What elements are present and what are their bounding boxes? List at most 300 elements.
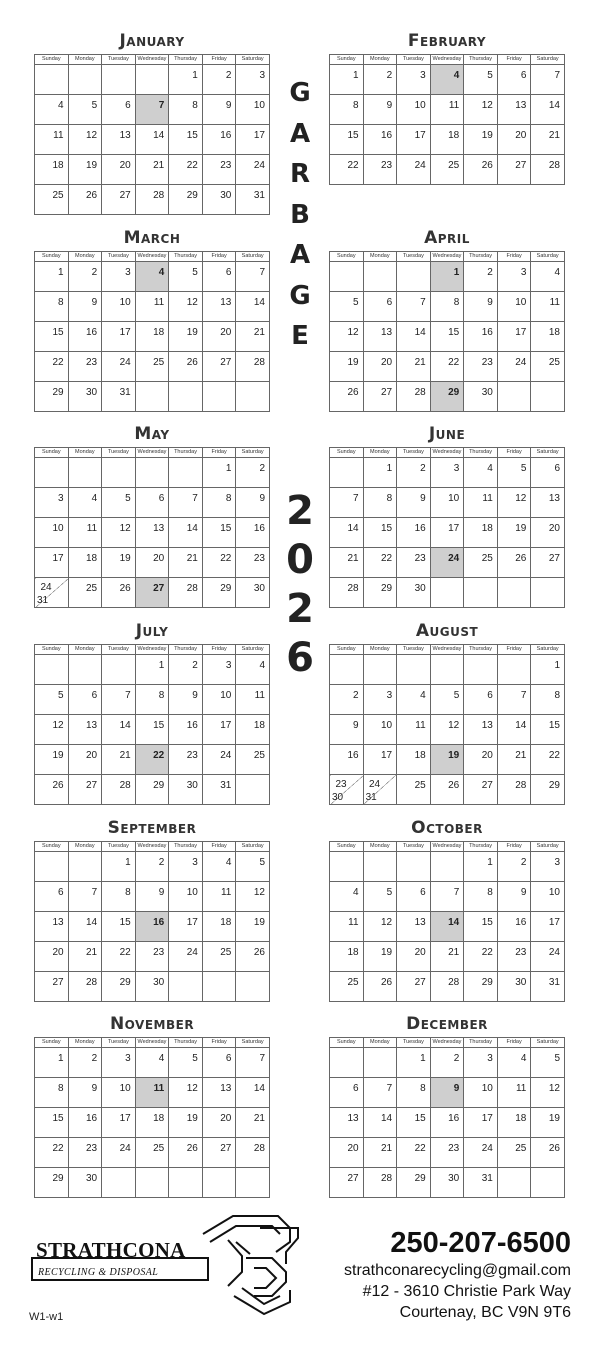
day-number: 10 (253, 100, 265, 111)
day-number: 25 (153, 1143, 165, 1154)
day-number: 24 (186, 947, 198, 958)
day-cell (464, 518, 498, 548)
day-cell (169, 125, 203, 155)
weekday-header: Saturday (531, 842, 565, 852)
day-cell (531, 352, 565, 382)
day-cell (68, 775, 102, 805)
day-cell (102, 292, 136, 322)
weekday-header: Thursday (169, 645, 203, 655)
day-cell-split (35, 578, 69, 608)
day-cell (102, 1048, 136, 1078)
day-number: 28 (347, 583, 359, 594)
day-cell (202, 125, 236, 155)
day-cell (397, 912, 431, 942)
day-cell (397, 1048, 431, 1078)
day-cell (363, 488, 397, 518)
day-cell (236, 262, 270, 292)
day-number: 12 (119, 523, 131, 534)
day-cell (68, 155, 102, 185)
day-number: 14 (515, 720, 527, 731)
day-cell (169, 655, 203, 685)
day-cell (430, 125, 464, 155)
day-cell (397, 1138, 431, 1168)
day-cell (464, 322, 498, 352)
day-number: 5 (453, 690, 460, 701)
day-number: 1 (386, 463, 393, 474)
day-cell (330, 685, 364, 715)
day-cell (68, 1048, 102, 1078)
day-number: 5 (487, 70, 493, 81)
day-cell (464, 942, 498, 972)
empty-cell (236, 775, 270, 805)
month-table (34, 54, 270, 215)
empty-cell (236, 382, 270, 412)
day-number: 13 (52, 917, 64, 928)
day-cell (169, 322, 203, 352)
day-cell (497, 882, 531, 912)
day-cell (35, 1078, 69, 1108)
month-title: December (406, 1014, 488, 1034)
day-cell (135, 185, 169, 215)
day-number: 17 (381, 750, 393, 761)
day-cell (397, 458, 431, 488)
day-number: 14 (253, 297, 265, 308)
day-number: 27 (381, 387, 393, 398)
day-number: 4 (453, 70, 460, 81)
weekday-header: Sunday (330, 645, 364, 655)
day-cell (202, 548, 236, 578)
day-cell (330, 382, 364, 412)
day-cell (236, 352, 270, 382)
day-number: 21 (347, 553, 359, 564)
weekday-header: Tuesday (397, 55, 431, 65)
day-number: 27 (548, 553, 560, 564)
day-number: 11 (53, 130, 64, 141)
day-cell (236, 155, 270, 185)
day-cell (397, 65, 431, 95)
day-number: 3 (420, 70, 426, 81)
day-cell (202, 262, 236, 292)
day-cell (363, 882, 397, 912)
day-cell (531, 852, 565, 882)
month-november (34, 1011, 270, 1198)
day-number: 28 (515, 780, 527, 791)
empty-cell (497, 578, 531, 608)
day-number: 4 (259, 660, 265, 671)
day-number: 23 (335, 779, 347, 790)
day-cell (330, 518, 364, 548)
day-number: 29 (119, 977, 131, 988)
day-number: 5 (58, 690, 64, 701)
day-cell (169, 775, 203, 805)
day-cell (68, 262, 102, 292)
day-cell (497, 262, 531, 292)
day-cell (202, 352, 236, 382)
weekday-header: Tuesday (397, 645, 431, 655)
day-number: 9 (91, 1083, 98, 1094)
day-number: 21 (153, 160, 165, 171)
day-number: 20 (119, 160, 131, 171)
day-number: 17 (548, 917, 560, 928)
weekday-header: Monday (68, 448, 102, 458)
day-number: 24 (369, 779, 381, 790)
empty-cell (330, 655, 364, 685)
day-cell (68, 942, 102, 972)
day-cell (35, 775, 69, 805)
day-cell (202, 882, 236, 912)
day-cell (35, 685, 69, 715)
day-number: 9 (487, 297, 493, 308)
day-cell (169, 578, 203, 608)
weekday-header: Sunday (35, 645, 69, 655)
month-title: May (134, 424, 170, 444)
email-address[interactable]: strathconarecycling@gmail.com (344, 1262, 571, 1279)
year-vertical-title (270, 487, 330, 683)
day-number: 14 (153, 130, 165, 141)
day-number: 11 (549, 297, 560, 308)
empty-cell (68, 852, 102, 882)
day-cell (202, 775, 236, 805)
day-cell (135, 685, 169, 715)
weekday-header: Wednesday (430, 252, 464, 262)
day-number: 18 (347, 947, 359, 958)
day-cell (363, 578, 397, 608)
month-july (34, 618, 270, 805)
day-number: 24 (448, 553, 460, 564)
day-cell (363, 1078, 397, 1108)
day-cell (363, 1138, 397, 1168)
day-cell (363, 972, 397, 1002)
day-number: 11 (515, 1083, 527, 1094)
day-number: 26 (448, 780, 460, 791)
contact-block (344, 1226, 571, 1323)
day-cell (135, 775, 169, 805)
day-cell (363, 352, 397, 382)
day-number: 9 (158, 887, 165, 898)
month-table (329, 841, 565, 1002)
day-number: 6 (520, 70, 527, 81)
day-number: 7 (386, 1083, 393, 1094)
day-number: 11 (153, 297, 165, 308)
day-cell (464, 775, 498, 805)
day-number: 10 (52, 523, 64, 534)
day-number: 30 (86, 387, 98, 398)
day-cell (102, 745, 136, 775)
day-number: 25 (481, 553, 493, 564)
vertical-letter: 2 (286, 586, 314, 632)
day-cell (397, 518, 431, 548)
day-number: 25 (515, 1143, 527, 1154)
day-number: 20 (515, 130, 527, 141)
day-cell (202, 65, 236, 95)
day-number: 1 (58, 1053, 64, 1064)
day-number: 26 (253, 947, 265, 958)
day-number: 27 (347, 1173, 359, 1184)
day-cell (363, 548, 397, 578)
day-number: 29 (186, 190, 198, 201)
day-cell (236, 1048, 270, 1078)
day-cell (531, 65, 565, 95)
day-cell (35, 1108, 69, 1138)
day-number: 1 (353, 70, 359, 81)
day-number: 10 (186, 887, 198, 898)
day-cell (169, 1078, 203, 1108)
day-cell (236, 458, 270, 488)
day-cell (68, 912, 102, 942)
day-cell (135, 715, 169, 745)
day-cell (102, 262, 136, 292)
day-cell (236, 578, 270, 608)
day-number: 4 (353, 887, 359, 898)
weekday-header: Sunday (330, 55, 364, 65)
day-number: 4 (58, 100, 64, 111)
day-cell (202, 1078, 236, 1108)
day-cell (202, 685, 236, 715)
day-number: 14 (86, 917, 98, 928)
day-number: 2 (386, 70, 393, 81)
day-cell (202, 1108, 236, 1138)
day-number: 5 (125, 493, 131, 504)
day-cell (430, 775, 464, 805)
day-cell (202, 942, 236, 972)
day-number: 16 (86, 327, 98, 338)
day-number: 15 (153, 720, 165, 731)
day-cell (531, 912, 565, 942)
day-cell (430, 1168, 464, 1198)
day-number: 1 (125, 857, 131, 868)
day-cell (397, 1168, 431, 1198)
day-number: 21 (414, 357, 426, 368)
day-number: 12 (515, 493, 527, 504)
day-number: 18 (481, 523, 493, 534)
day-cell (397, 488, 431, 518)
day-number: 30 (332, 792, 344, 803)
day-cell (531, 322, 565, 352)
pickup-day-cell (135, 745, 169, 775)
day-cell (135, 655, 169, 685)
day-number: 11 (482, 493, 493, 504)
day-cell (102, 1108, 136, 1138)
month-march (34, 225, 270, 412)
day-cell (363, 292, 397, 322)
day-number: 15 (414, 1113, 426, 1124)
empty-cell (397, 655, 431, 685)
day-number: 9 (453, 1083, 460, 1094)
day-cell (497, 1078, 531, 1108)
empty-cell (236, 972, 270, 1002)
day-number: 14 (548, 100, 560, 111)
day-cell (102, 942, 136, 972)
day-number: 30 (86, 1173, 98, 1184)
day-number: 17 (220, 720, 232, 731)
day-cell (363, 458, 397, 488)
empty-cell (531, 1168, 565, 1198)
day-number: 22 (52, 357, 64, 368)
day-number: 25 (52, 190, 64, 201)
day-cell (236, 488, 270, 518)
month-title: November (109, 1014, 195, 1034)
day-number: 24 (40, 582, 52, 593)
day-number: 2 (91, 1053, 98, 1064)
day-cell (330, 972, 364, 1002)
day-cell (169, 95, 203, 125)
day-number: 22 (481, 947, 493, 958)
street-address: #12 - 3610 Christie Park Way (362, 1283, 571, 1300)
day-cell (330, 912, 364, 942)
day-number: 2 (453, 1053, 460, 1064)
day-number: 16 (448, 1113, 460, 1124)
pickup-day-cell (135, 95, 169, 125)
weekday-header: Monday (68, 55, 102, 65)
day-cell (202, 458, 236, 488)
phone-number[interactable]: 250-207-6500 (390, 1227, 571, 1259)
vertical-letter: E (291, 321, 309, 351)
day-cell (135, 1108, 169, 1138)
day-number: 5 (259, 857, 265, 868)
day-number: 4 (420, 690, 426, 701)
day-number: 8 (386, 493, 393, 504)
day-number: 1 (58, 267, 64, 278)
day-cell (68, 382, 102, 412)
day-number: 31 (365, 792, 377, 803)
weekday-header: Tuesday (102, 842, 136, 852)
day-cell (169, 882, 203, 912)
day-number: 30 (186, 780, 198, 791)
day-number: 2 (487, 267, 493, 278)
day-cell (202, 155, 236, 185)
weekday-header: Sunday (35, 55, 69, 65)
day-cell (135, 125, 169, 155)
day-number: 7 (125, 690, 131, 701)
day-number: 25 (153, 357, 165, 368)
day-cell (531, 972, 565, 1002)
day-number: 13 (220, 297, 232, 308)
weekday-header: Saturday (236, 1038, 270, 1048)
day-number: 16 (414, 523, 426, 534)
day-number: 11 (254, 690, 265, 701)
day-cell (102, 488, 136, 518)
day-cell (169, 352, 203, 382)
day-number: 31 (548, 977, 560, 988)
logo-name: STRATHCONA (36, 1238, 186, 1262)
day-number: 21 (186, 553, 198, 564)
month-title: April (424, 228, 470, 248)
day-cell (397, 745, 431, 775)
day-number: 3 (487, 1053, 493, 1064)
day-cell (102, 352, 136, 382)
day-cell (102, 685, 136, 715)
day-number: 15 (448, 327, 460, 338)
weekday-header: Friday (202, 252, 236, 262)
day-number: 6 (353, 1083, 359, 1094)
day-cell (531, 262, 565, 292)
day-number: 28 (414, 387, 426, 398)
day-number: 18 (86, 553, 98, 564)
day-number: 16 (86, 1113, 98, 1124)
empty-cell (363, 655, 397, 685)
vertical-letter: A (289, 118, 311, 149)
day-number: 19 (448, 750, 460, 761)
day-cell (330, 125, 364, 155)
day-cell (430, 458, 464, 488)
day-cell (430, 882, 464, 912)
day-number: 13 (414, 917, 426, 928)
day-cell (236, 518, 270, 548)
day-number: 2 (259, 463, 265, 474)
day-cell (497, 1048, 531, 1078)
day-cell (464, 352, 498, 382)
day-number: 2 (158, 857, 165, 868)
day-cell (35, 745, 69, 775)
empty-cell (202, 382, 236, 412)
day-number: 23 (186, 750, 198, 761)
day-number: 11 (153, 1083, 165, 1094)
weekday-header: Thursday (169, 252, 203, 262)
day-number: 28 (86, 977, 98, 988)
empty-cell (35, 655, 69, 685)
day-cell (169, 1048, 203, 1078)
day-cell (236, 1108, 270, 1138)
day-cell (397, 292, 431, 322)
month-title: February (407, 31, 487, 51)
day-number: 11 (86, 523, 98, 534)
day-number: 25 (448, 160, 460, 171)
day-number: 14 (347, 523, 359, 534)
day-cell (330, 1108, 364, 1138)
day-cell (68, 715, 102, 745)
day-cell (169, 185, 203, 215)
empty-cell (497, 1168, 531, 1198)
day-cell (236, 292, 270, 322)
month-may (34, 421, 270, 608)
day-number: 8 (453, 297, 460, 308)
day-number: 23 (86, 1143, 98, 1154)
day-cell (202, 852, 236, 882)
empty-cell (202, 1168, 236, 1198)
day-cell (430, 715, 464, 745)
day-cell (169, 852, 203, 882)
day-number: 16 (481, 327, 493, 338)
day-number: 21 (515, 750, 527, 761)
day-cell (102, 95, 136, 125)
day-number: 2 (520, 857, 527, 868)
day-number: 3 (554, 857, 560, 868)
day-number: 24 (253, 160, 265, 171)
empty-cell (363, 852, 397, 882)
month-title: October (411, 818, 483, 838)
strathcona-logo-icon (28, 1212, 306, 1318)
weekday-header: Monday (363, 842, 397, 852)
day-cell (464, 1168, 498, 1198)
day-number: 31 (119, 387, 131, 398)
weekday-header: Monday (363, 1038, 397, 1048)
day-cell (464, 1108, 498, 1138)
day-cell (102, 1078, 136, 1108)
day-number: 12 (253, 887, 265, 898)
day-number: 28 (119, 780, 131, 791)
empty-cell (330, 852, 364, 882)
weekday-header: Monday (68, 645, 102, 655)
day-cell (236, 548, 270, 578)
day-cell (497, 912, 531, 942)
month-table (329, 54, 565, 185)
day-number: 18 (414, 750, 426, 761)
day-cell (531, 685, 565, 715)
day-cell (430, 155, 464, 185)
day-cell (135, 972, 169, 1002)
empty-cell (531, 382, 565, 412)
day-number: 7 (554, 70, 560, 81)
